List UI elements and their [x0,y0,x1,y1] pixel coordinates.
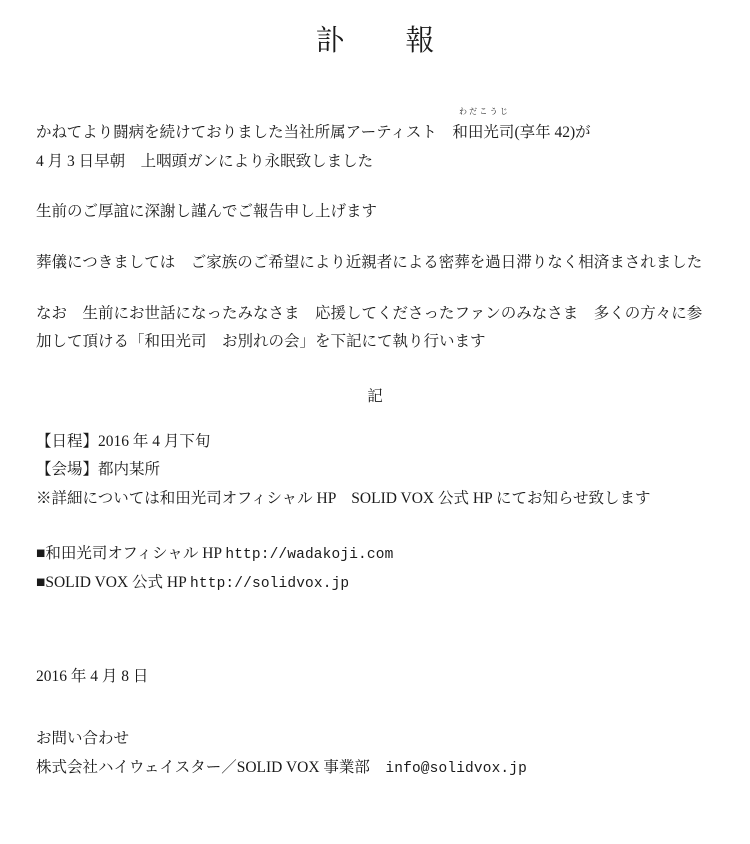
paragraph-memorial: なお 生前にお世話になったみなさま 応援してくださったファンのみなさま 多くの方々に参加して頂ける「和田光司 お別れの会」を下記にて執り行います [36,304,703,351]
link-row-wadakoji [36,540,714,569]
document-body [0,107,750,784]
link-label-solidvox: ■SOLID VOX 公式 HP [36,573,187,591]
page-title: 訃 報 [315,25,451,57]
ruby-annotated-name [452,107,515,148]
announcement-line1-suffix: (享年 42)が [514,124,591,141]
detail-notice: ※詳細については和田光司オフィシャル HP SOLID VOX 公式 HP にてお知らせ致します [36,490,651,508]
link-url-solidvox[interactable]: http://solidvox.jp [190,575,350,592]
link-url-wadakoji[interactable]: http://wadakoji.com [225,546,394,563]
official-links [36,540,714,598]
ruby-reading: わだこうじ [458,107,511,116]
paragraph-funeral: 葬儀につきましては ご家族のご希望により近親者による密葬を過日滞りなく相済まされました [36,254,703,272]
center-mark-ki: 記 [367,388,383,406]
announcement-line2: 4 月 3 日早朝 上咽頭ガンにより永眠致しました [36,152,374,170]
contact-email[interactable]: info@solidvox.jp [385,761,527,778]
detail-venue: 【会場】都内某所 [36,461,161,479]
link-label-wadakoji: ■和田光司オフィシャル HP [36,544,222,562]
announcement-line1-prefix: かねてより闘病を続けておりました当社所属アーティスト [36,124,453,141]
paragraph-announcement [36,107,714,176]
contact-company: 株式会社ハイウェイスター／SOLID VOX 事業部 [36,759,386,777]
paragraph-gratitude: 生前のご厚誼に深謝し謹んでご報告申し上げます [36,203,378,221]
detail-schedule: 【日程】2016 年 4 月下旬 [36,432,211,450]
ruby-base-name: 和田光司 [452,124,515,141]
contact-block [36,724,714,784]
link-row-solidvox [36,569,714,598]
event-details [36,428,714,514]
issue-date: 2016 年 4 月 8 日 [36,668,149,686]
contact-heading: お問い合わせ [36,730,130,748]
contact-line [36,753,714,784]
